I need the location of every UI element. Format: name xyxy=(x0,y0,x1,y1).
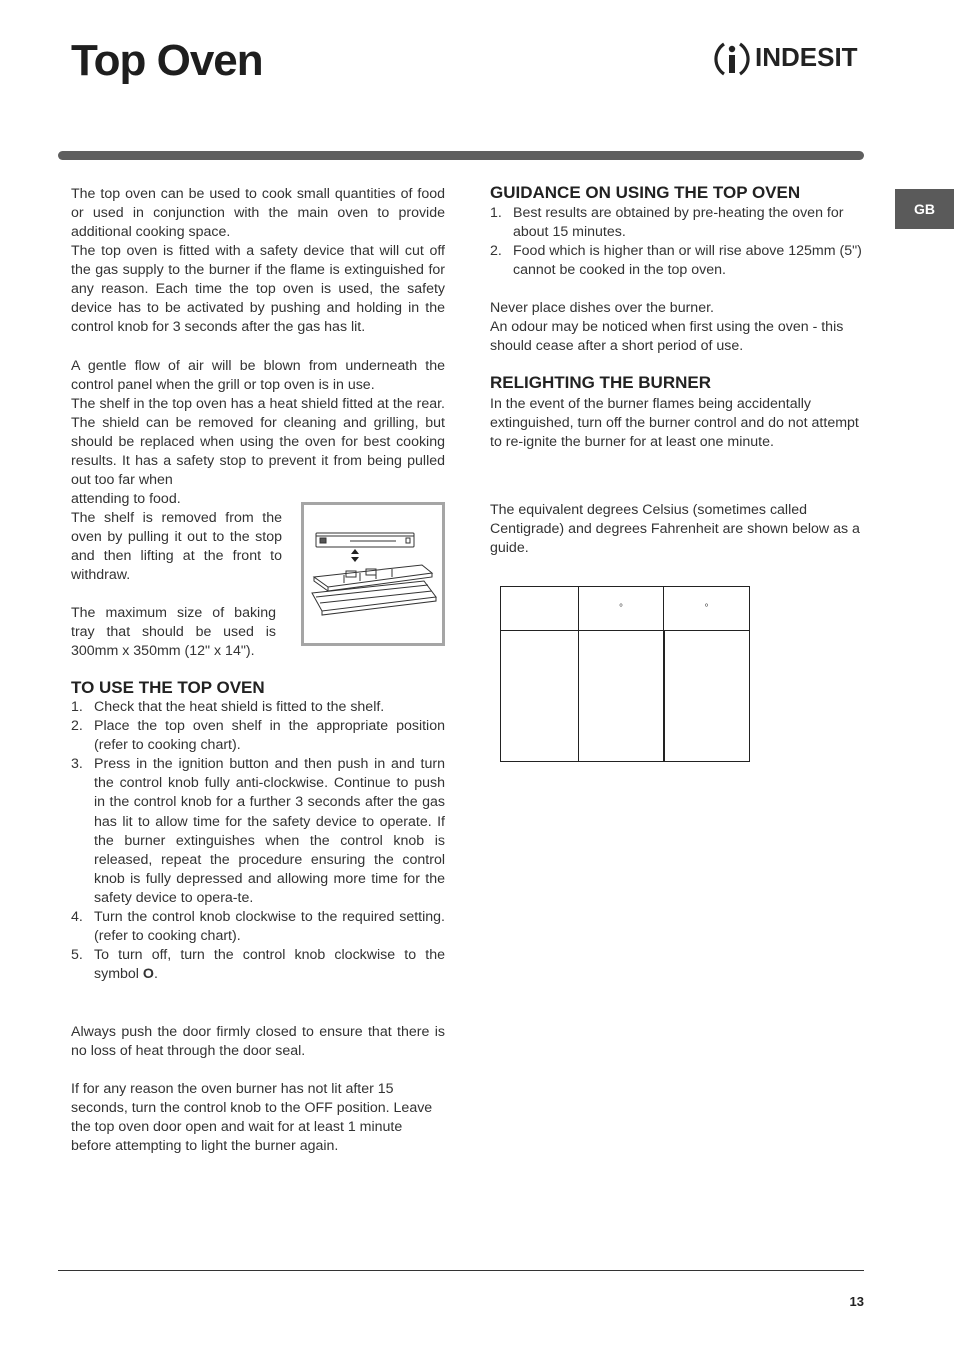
temperature-equivalent-paragraph: The equivalent degrees Celsius (sometimes called Centigrade) and degrees Fahrenheit are shown below as a guide. xyxy=(490,502,860,557)
table-row xyxy=(501,631,750,762)
use-steps-list xyxy=(71,698,445,984)
page-title: Top Oven xyxy=(71,36,263,85)
temperature-table xyxy=(500,586,750,762)
guidance-heading: GUIDANCE ON USING THE TOP OVEN xyxy=(490,183,801,202)
intro-paragraph: The top oven can be used to cook small quantities of food or used in conjunction with the main oven to provide additional cooking space. xyxy=(71,186,445,241)
table-row xyxy=(501,587,750,631)
indesit-logo xyxy=(711,38,865,80)
page-number: 13 xyxy=(849,1294,864,1309)
never-place-paragraph: Never place dishes over the burner. xyxy=(490,300,714,316)
indesit-i-icon xyxy=(711,38,753,80)
table-cell xyxy=(501,631,579,762)
door-note-paragraph: Always push the door firmly closed to ensure that there is no loss of heat through the door seal. xyxy=(71,1024,445,1060)
off-symbol: O xyxy=(142,966,154,983)
table-cell xyxy=(579,631,664,762)
heat-shield-paragraph-end: attending to food. xyxy=(71,491,181,507)
max-tray-size-paragraph: The maximum size of baking tray that should be used is 300mm x 350mm (12" x 14"). xyxy=(71,605,276,660)
list-item: 5. To turn off, turn the control knob clockwise to the symbol O. xyxy=(71,947,445,983)
to-use-heading: TO USE THE TOP OVEN xyxy=(71,678,265,697)
header-divider xyxy=(58,151,864,160)
guidance-steps-list xyxy=(490,204,864,280)
list-item: 2. Place the top oven shelf in the appropriate position (refer to cooking chart). xyxy=(71,718,445,754)
list-item: 4. Turn the control knob clockwise to the required setting. (refer to cooking chart). xyxy=(71,909,445,945)
not-lit-note-paragraph: If for any reason the oven burner has not lit after 15 seconds, turn the control knob to the OFF position. Leave the top oven door open and wait for at least 1 minute before attempting to light the burner again. xyxy=(71,1081,433,1155)
list-item: 2. Food which is higher than or will rise above 125mm (5") cannot be cooked in the top oven. xyxy=(490,243,862,279)
heat-shield-paragraph: The shelf in the top oven has a heat shield fitted at the rear. The shield can be removed for cleaning and grilling, but should be replaced when using the oven for best cooking results. It has a safety stop to prevent it from being pulled out too far when xyxy=(71,396,445,489)
list-item: 1. Best results are obtained by pre-heating the oven for about 15 minutes. xyxy=(490,205,844,241)
table-header-fahrenheit: ° xyxy=(664,587,750,631)
brand-name: INDESIT xyxy=(755,42,858,72)
odour-paragraph: An odour may be noticed when first using the oven - this should cease after a short period of use. xyxy=(490,319,844,355)
airflow-paragraph: A gentle flow of air will be blown from underneath the control panel when the grill or top oven is in use. xyxy=(71,358,445,394)
table-header-cell xyxy=(501,587,579,631)
list-item: 1. Check that the heat shield is fitted to the shelf. xyxy=(71,699,385,715)
safety-device-paragraph: The top oven is fitted with a safety device that will cut off the gas supply to the burner if the flame is extinguished for any reason. Each time the top oven is used, the safety device has to be activated by pushing and holding in the control knob for 3 seconds after the gas has lit. xyxy=(71,243,445,336)
shelf-illustration xyxy=(301,502,445,646)
language-tab: GB xyxy=(895,189,954,229)
shelf-removal-paragraph: The shelf is removed from the oven by pulling it out to the stop and then lifting at the front to withdraw. xyxy=(71,510,282,584)
list-item: 3. Press in the ignition button and then push in and turn the control knob fully anti-clockwise. Continue to push in the control knob for a further 3 seconds after the gas has lit to allow time for the safety device to operate. If the burner extinguishes when the control knob is released, repeat the procedure ensuring the control knob is fully depressed and allowing more time for the safety device to opera-te. xyxy=(71,756,445,906)
table-header-celsius: ° xyxy=(579,587,664,631)
footer-divider xyxy=(58,1270,864,1271)
table-cell xyxy=(664,631,750,762)
relighting-heading: RELIGHTING THE BURNER xyxy=(490,373,711,392)
relighting-paragraph: In the event of the burner flames being accidentally extinguished, turn off the burner control and do not attempt to re-ignite the burner for at least one minute. xyxy=(490,396,859,451)
